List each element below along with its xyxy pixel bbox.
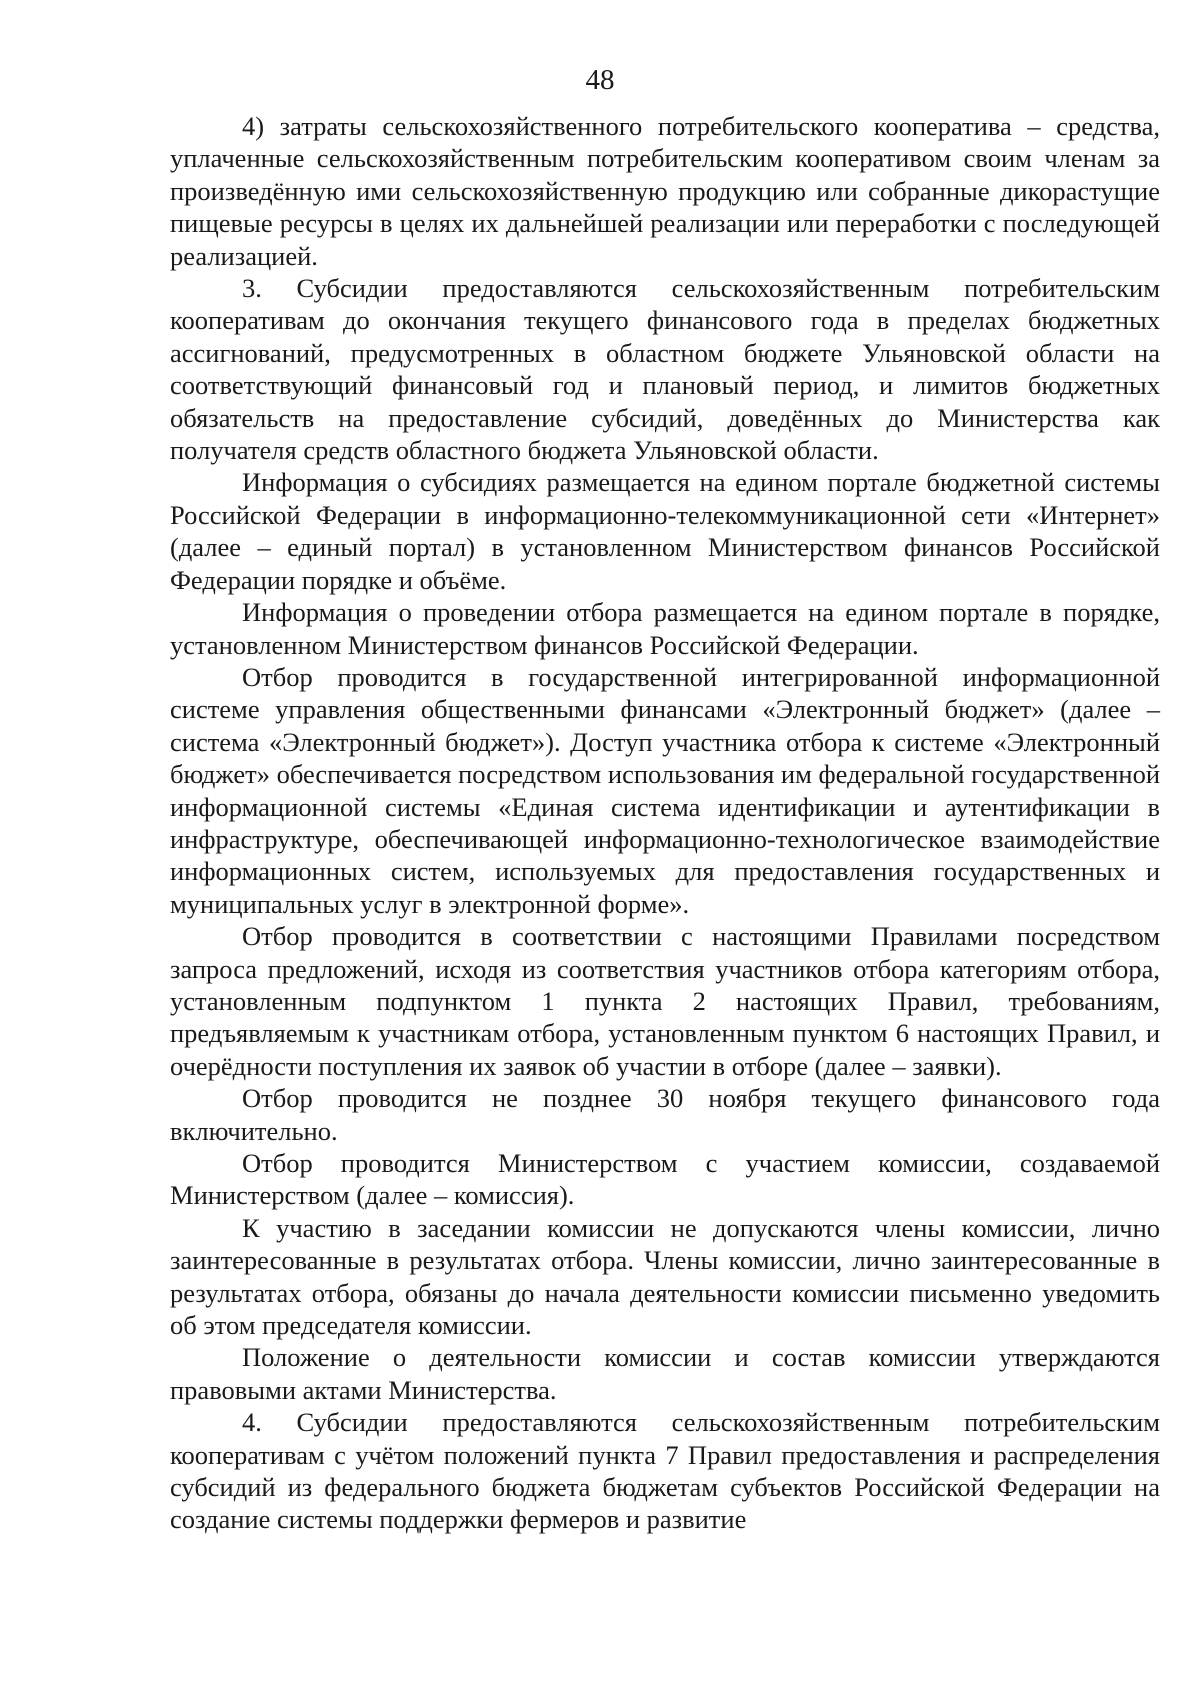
- paragraph: 4. Субсидии предоставляются сельскохозяйственным потребительским кооперативам с учётом положений пункта 7 Правил предоставления и распределения субсидий из федерального бюджета бюджетам субъектов Российской Федерации на создание системы поддержки фермеров и развитие: [170, 1407, 1160, 1535]
- paragraph: 3. Субсидии предоставляются сельскохозяйственным потребительским кооперативам до окончания текущего финансового года в пределах бюджетных ассигнований, предусмотренных в областном бюджете Ульяновской области на соответствующий финансовый год и плановый период, и лимитов бюджетных обязательств на предоставление субсидий, доведённых до Министерства как получателя средств областного бюджета Ульяновской области.: [170, 273, 1160, 466]
- paragraph: К участию в заседании комиссии не допускаются члены комиссии, лично заинтересованные в результатах отбора. Члены комиссии, лично заинтересованные в результатах отбора, обязаны до начала деятельности комиссии письменно уведомить об этом председателя комиссии.: [170, 1212, 1160, 1341]
- paragraph: Информация о проведении отбора размещается на едином портале в порядке, установленном Министерством финансов Российской Федерации.: [170, 597, 1160, 660]
- paragraph: Информация о субсидиях размещается на едином портале бюджетной системы Российской Федерации в информационно-телекоммуникационной сети «Интернет» (далее – единый портал) в установленном Министерством финансов Российской Федерации порядке и объёме.: [170, 467, 1160, 595]
- paragraph: Отбор проводится в соответствии с настоящими Правилами посредством запроса предложений, исходя из соответствия участников отбора категориям отбора, установленным подпунктом 1 пункта 2 настоящих Правил, требованиям, предъявляемым к участникам отбора, установленным пунктом 6 настоящих Правил, и очерёдности поступления их заявок об участии в отборе (далее – заявки).: [170, 921, 1160, 1081]
- paragraph: Положение о деятельности комиссии и состав комиссии утверждаются правовыми актами Министерства.: [170, 1342, 1160, 1405]
- paragraph: Отбор проводится в государственной интегрированной информационной системе управления общественными финансами «Электронный бюджет» (далее – система «Электронный бюджет»). Доступ участника отбора к системе «Электронный бюджет» обеспечивается посредством использования им федеральной государственной информационной системы «Единая система идентификации и аутентификации в инфраструктуре, обеспечивающей информационно-технологическое взаимодействие информационных систем, используемых для предоставления государственных и муниципальных услуг в электронной форме».: [170, 661, 1160, 919]
- paragraph: Отбор проводится не позднее 30 ноября текущего финансового года включительно.: [170, 1083, 1160, 1146]
- document-body: [170, 110, 1160, 1536]
- paragraph: Отбор проводится Министерством с участием комиссии, создаваемой Министерством (далее – комиссия).: [170, 1148, 1160, 1211]
- paragraph: 4) затраты сельскохозяйственного потребительского кооператива – средства, уплаченные сельскохозяйственным потребительским кооперативом своим членам за произведённую ими сельскохозяйственную продукцию или собранные дикорастущие пищевые ресурсы в целях их дальнейшей реализации или переработки с последующей реализацией.: [170, 111, 1160, 271]
- page-number: 48: [585, 64, 615, 96]
